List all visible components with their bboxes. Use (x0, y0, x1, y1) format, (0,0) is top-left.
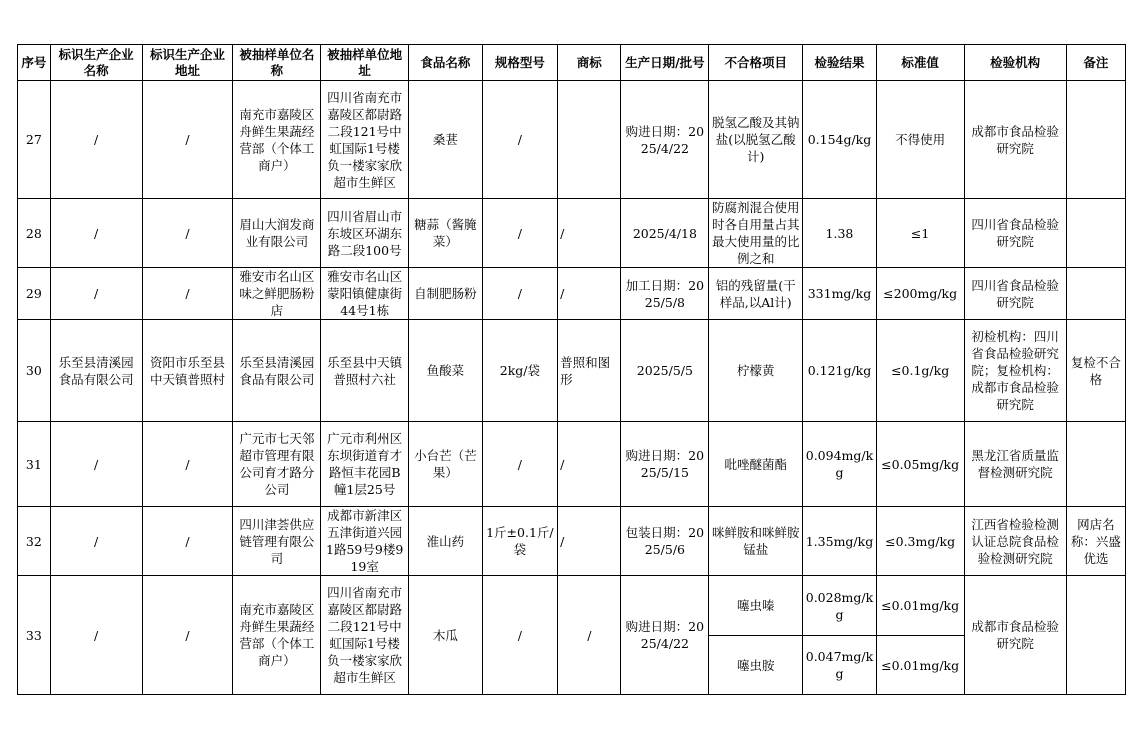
cell-date: 2025/5/5 (621, 320, 709, 422)
cell-food: 糖蒜（酱腌菜） (409, 199, 483, 268)
cell-mfr-name: / (50, 576, 142, 695)
table-row (18, 199, 1126, 268)
cell-mfr-addr: / (142, 422, 233, 507)
cell-result: 0.154g/kg (803, 81, 877, 199)
cell-standard: ≤0.01mg/kg (876, 636, 964, 695)
cell-result: 0.121g/kg (803, 320, 877, 422)
cell-spec: / (482, 576, 558, 695)
cell-unit-name: 广元市七天邻超市管理有限公司育才路分公司 (233, 422, 321, 507)
cell-unit-name: 乐至县清溪园食品有限公司 (233, 320, 321, 422)
cell-standard: ≤0.01mg/kg (876, 576, 964, 636)
cell-food: 鱼酸菜 (409, 320, 483, 422)
cell-standard: ≤0.1g/kg (876, 320, 964, 422)
cell-no: 32 (18, 507, 51, 576)
cell-lab: 江西省检验检测认证总院食品检验检测研究院 (964, 507, 1066, 576)
header-cell: 标识生产企业名称 (50, 45, 142, 81)
cell-brand (558, 81, 621, 199)
cell-date: 购进日期：2025/5/15 (621, 422, 709, 507)
cell-unit-addr: 广元市利州区东坝街道育才路恒丰花园B幢1层25号 (321, 422, 409, 507)
cell-lab: 初检机构：四川省食品检验研究院；复检机构：成都市食品检验研究院 (964, 320, 1066, 422)
cell-brand: / (558, 507, 621, 576)
header-cell: 备注 (1066, 45, 1125, 81)
cell-brand: / (558, 268, 621, 320)
cell-mfr-name: 乐至县清溪园食品有限公司 (50, 320, 142, 422)
cell-unit-addr: 成都市新津区五津街道兴园1路59号9楼919室 (321, 507, 409, 576)
cell-brand: 普照和图形 (558, 320, 621, 422)
cell-mfr-name: / (50, 422, 142, 507)
cell-result: 0.047mg/kg (803, 636, 877, 695)
cell-no: 30 (18, 320, 51, 422)
cell-item: 铝的残留量(干样品,以Al计) (709, 268, 803, 320)
cell-spec: 2kg/袋 (482, 320, 558, 422)
cell-food: 桑葚 (409, 81, 483, 199)
cell-mfr-addr: / (142, 81, 233, 199)
cell-standard: ≤200mg/kg (876, 268, 964, 320)
cell-note: 复检不合格 (1066, 320, 1125, 422)
header-cell: 生产日期/批号 (621, 45, 709, 81)
cell-result: 0.094mg/kg (803, 422, 877, 507)
cell-brand: / (558, 422, 621, 507)
cell-note: 网店名称：兴盛优选 (1066, 507, 1125, 576)
header-cell: 检验结果 (803, 45, 877, 81)
cell-spec: / (482, 422, 558, 507)
cell-unit-name: 南充市嘉陵区舟鲜生果蔬经营部（个体工商户） (233, 81, 321, 199)
cell-note (1066, 576, 1125, 695)
table-row-33 (18, 576, 1126, 636)
cell-unit-addr: 四川省眉山市东坡区环湖东路二段100号 (321, 199, 409, 268)
cell-mfr-name: / (50, 507, 142, 576)
header-cell: 被抽样单位地址 (321, 45, 409, 81)
cell-unit-name: 雅安市名山区味之鲜肥肠粉店 (233, 268, 321, 320)
cell-result: 1.35mg/kg (803, 507, 877, 576)
cell-lab: 成都市食品检验研究院 (964, 81, 1066, 199)
cell-brand: / (558, 199, 621, 268)
table-row (18, 268, 1126, 320)
header-cell: 检验机构 (964, 45, 1066, 81)
cell-mfr-name: / (50, 268, 142, 320)
table-row (18, 422, 1126, 507)
header-row (18, 45, 1126, 81)
cell-mfr-addr: 资阳市乐至县中天镇普照村 (142, 320, 233, 422)
cell-mfr-name: / (50, 199, 142, 268)
header-cell: 标识生产企业地址 (142, 45, 233, 81)
cell-brand: / (558, 576, 621, 695)
table-row (18, 320, 1126, 422)
cell-spec: / (482, 81, 558, 199)
cell-unit-name: 眉山大润发商业有限公司 (233, 199, 321, 268)
cell-spec: / (482, 268, 558, 320)
cell-mfr-addr: / (142, 199, 233, 268)
cell-date: 购进日期：2025/4/22 (621, 81, 709, 199)
header-cell: 被抽样单位名称 (233, 45, 321, 81)
cell-item: 脱氢乙酸及其钠盐(以脱氢乙酸计) (709, 81, 803, 199)
cell-unit-addr: 四川省南充市嘉陵区都尉路二段121号中虹国际1号楼负一楼家家欣超市生鲜区 (321, 576, 409, 695)
cell-unit-addr: 雅安市名山区蒙阳镇健康街44号1栋 (321, 268, 409, 320)
cell-date: 购进日期：2025/4/22 (621, 576, 709, 695)
cell-spec: / (482, 199, 558, 268)
cell-note (1066, 422, 1125, 507)
cell-no: 29 (18, 268, 51, 320)
cell-unit-name: 四川津荟供应链管理有限公司 (233, 507, 321, 576)
cell-item: 咪鲜胺和咪鲜胺锰盐 (709, 507, 803, 576)
cell-mfr-addr: / (142, 576, 233, 695)
cell-spec: 1斤±0.1斤/袋 (482, 507, 558, 576)
cell-date: 加工日期：2025/5/8 (621, 268, 709, 320)
cell-food: 木瓜 (409, 576, 483, 695)
inspection-table (17, 44, 1126, 695)
cell-food: 淮山药 (409, 507, 483, 576)
cell-date: 2025/4/18 (621, 199, 709, 268)
cell-food: 小台芒（芒果） (409, 422, 483, 507)
cell-lab: 四川省食品检验研究院 (964, 199, 1066, 268)
cell-note (1066, 199, 1125, 268)
cell-no: 27 (18, 81, 51, 199)
header-cell: 商标 (558, 45, 621, 81)
cell-standard: ≤1 (876, 199, 964, 268)
cell-item: 噻虫嗪 (709, 576, 803, 636)
cell-standard: ≤0.3mg/kg (876, 507, 964, 576)
header-cell: 序号 (18, 45, 51, 81)
cell-unit-name: 南充市嘉陵区舟鲜生果蔬经营部（个体工商户） (233, 576, 321, 695)
header-cell: 规格型号 (482, 45, 558, 81)
header-cell: 食品名称 (409, 45, 483, 81)
cell-result: 331mg/kg (803, 268, 877, 320)
cell-mfr-addr: / (142, 268, 233, 320)
cell-note (1066, 268, 1125, 320)
cell-note (1066, 81, 1125, 199)
cell-mfr-addr: / (142, 507, 233, 576)
table-row (18, 507, 1126, 576)
cell-item: 柠檬黄 (709, 320, 803, 422)
cell-item: 吡唑醚菌酯 (709, 422, 803, 507)
header-cell: 不合格项目 (709, 45, 803, 81)
cell-no: 28 (18, 199, 51, 268)
cell-unit-addr: 乐至县中天镇普照村六社 (321, 320, 409, 422)
cell-lab: 黑龙江省质量监督检测研究院 (964, 422, 1066, 507)
cell-result: 1.38 (803, 199, 877, 268)
cell-mfr-name: / (50, 81, 142, 199)
header-cell: 标准值 (876, 45, 964, 81)
cell-standard: ≤0.05mg/kg (876, 422, 964, 507)
cell-item: 防腐剂混合使用时各自用量占其最大使用量的比例之和 (709, 199, 803, 268)
cell-result: 0.028mg/kg (803, 576, 877, 636)
cell-food: 自制肥肠粉 (409, 268, 483, 320)
cell-no: 31 (18, 422, 51, 507)
cell-item: 噻虫胺 (709, 636, 803, 695)
cell-lab: 成都市食品检验研究院 (964, 576, 1066, 695)
cell-no: 33 (18, 576, 51, 695)
table-row (18, 81, 1126, 199)
cell-unit-addr: 四川省南充市嘉陵区都尉路二段121号中虹国际1号楼负一楼家家欣超市生鲜区 (321, 81, 409, 199)
cell-lab: 四川省食品检验研究院 (964, 268, 1066, 320)
cell-date: 包装日期：2025/5/6 (621, 507, 709, 576)
cell-standard: 不得使用 (876, 81, 964, 199)
